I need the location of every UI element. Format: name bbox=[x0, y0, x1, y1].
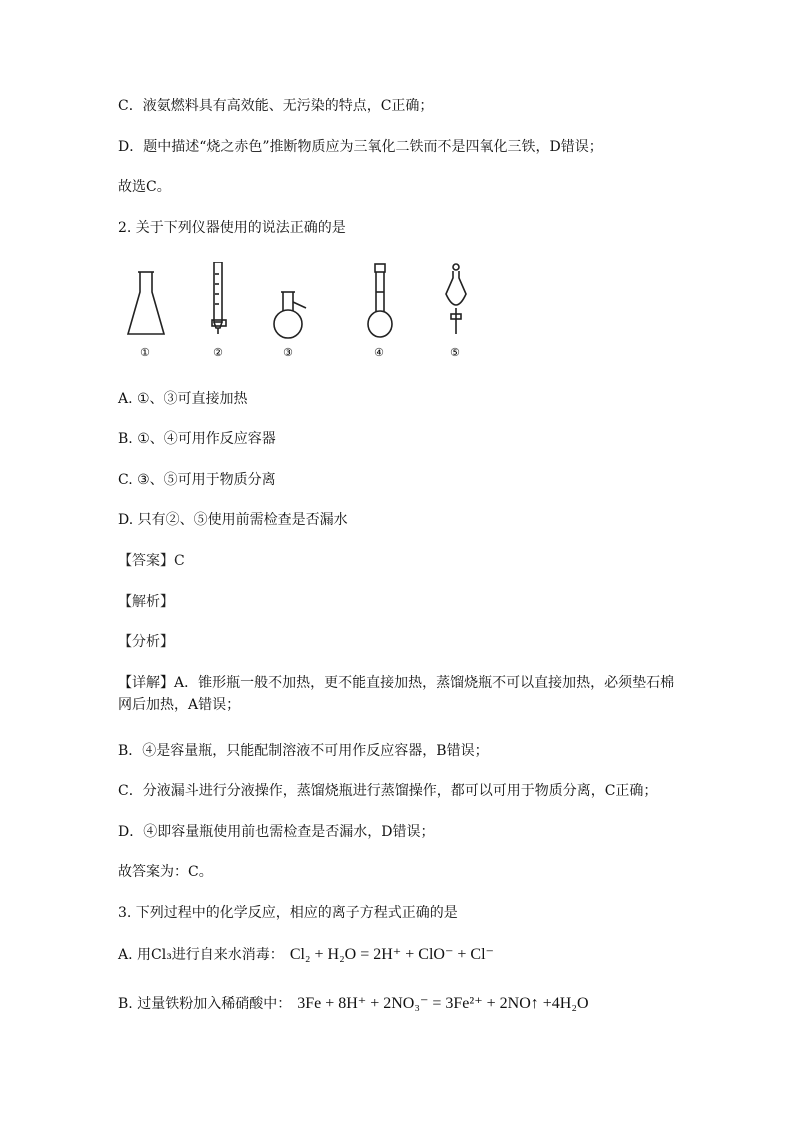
question-3: 3. 下列过程中的化学反应，相应的离子方程式正确的是 bbox=[118, 905, 458, 921]
label-3: ③ bbox=[283, 346, 293, 359]
q2-option-d: D. 只有②、⑤使用前需检查是否漏水 bbox=[118, 512, 348, 528]
label-2: ② bbox=[213, 346, 223, 359]
separatory-funnel-icon bbox=[446, 264, 466, 334]
q3-option-b bbox=[118, 994, 589, 1014]
detail-d: D．④即容量瓶使用前也需检查是否漏水，D错误； bbox=[118, 824, 435, 840]
label-5: ⑤ bbox=[450, 346, 460, 359]
fenxi-heading: 【分析】 bbox=[118, 634, 174, 650]
q3-option-b-equation: 3Fe + 8H⁺ + 2NO₃⁻ = 3Fe²⁺ + 2NO↑ +4H₂O bbox=[297, 995, 589, 1012]
q2-option-c: C. ③、⑤可用于物质分离 bbox=[118, 472, 276, 488]
label-4: ④ bbox=[374, 346, 384, 359]
conical-flask-icon bbox=[128, 272, 164, 334]
q3-option-a bbox=[118, 945, 494, 965]
q2-option-b: B. ①、④可用作反应容器 bbox=[118, 431, 276, 447]
final-answer: 故答案为：C。 bbox=[118, 864, 213, 880]
q3-option-a-equation: Cl₂ + H₂O = 2H⁺ + ClO⁻ + Cl⁻ bbox=[289, 946, 494, 963]
question-2: 2. 关于下列仪器使用的说法正确的是 bbox=[118, 220, 346, 236]
q3-option-b-text: B. 过量铁粉加入稀硝酸中： bbox=[118, 996, 292, 1012]
apparatus-figure bbox=[118, 262, 498, 362]
answer: 【答案】C bbox=[118, 553, 185, 569]
detail-c: C．分液漏斗进行分液操作，蒸馏烧瓶进行蒸馏操作，都可以可用于物质分离，C正确； bbox=[118, 783, 658, 799]
prev-conclusion: 故选C。 bbox=[118, 179, 171, 195]
q2-option-a: A. ①、③可直接加热 bbox=[118, 391, 248, 407]
q3-option-a-text: A. 用Cl₃进行自来水消毒： bbox=[118, 947, 284, 963]
volumetric-flask-icon bbox=[368, 264, 392, 337]
detail-b: B．④是容量瓶，只能配制溶液不可用作反应容器，B错误； bbox=[118, 743, 489, 759]
prev-option-c: C．液氨燃料具有高效能、无污染的特点，C正确； bbox=[118, 98, 434, 114]
detail-a: 【详解】A．锥形瓶一般不加热，更不能直接加热，蒸馏烧瓶不可以直接加热，必须垫石棉网后加热，A错误； bbox=[118, 675, 675, 713]
burette-icon bbox=[212, 262, 226, 334]
distillation-flask-icon bbox=[274, 292, 306, 338]
label-1: ① bbox=[140, 346, 150, 359]
prev-option-d: D．题中描述“烧之赤色”推断物质应为三氧化二铁而不是四氧化三铁，D错误； bbox=[118, 139, 603, 155]
analysis-heading: 【解析】 bbox=[118, 594, 174, 610]
